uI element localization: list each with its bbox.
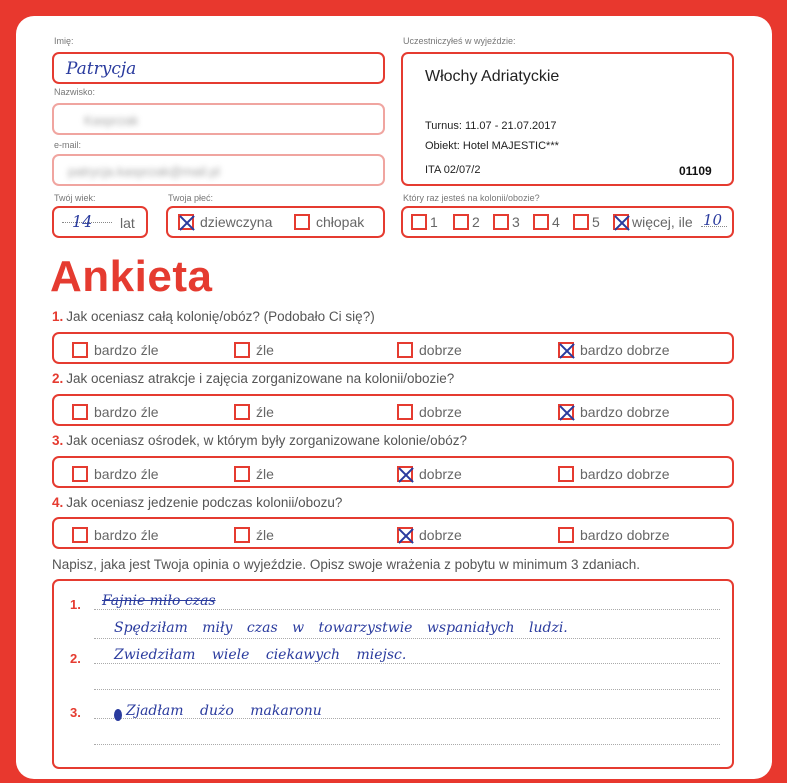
times-option-more[interactable] (613, 214, 693, 230)
trip-number: 01109 (679, 164, 712, 178)
gender-group (166, 206, 385, 238)
question-3 (52, 433, 467, 448)
gender-boy-label: chłopak (316, 214, 365, 230)
opinion-box[interactable] (52, 579, 734, 769)
question-2-text: Jak oceniasz atrakcje i zajęcia zorganizowane na kolonii/obozie? (66, 371, 455, 386)
times-2-label: 2 (472, 214, 480, 230)
times-5-label: 5 (592, 214, 600, 230)
question-2-number: 2. (52, 371, 64, 386)
opinion-line-3b (94, 744, 720, 745)
checkbox-times-5[interactable] (573, 214, 589, 230)
email-value: patrycja.kasprzak@mail.pl (68, 164, 220, 179)
gender-option-boy[interactable] (294, 214, 364, 230)
trip-destination: Włochy Adriatyckie (425, 68, 560, 85)
checkbox-times-3[interactable] (493, 214, 509, 230)
times-more-value[interactable]: 10 (703, 211, 723, 229)
email-label: e-mail: (54, 140, 82, 150)
name-label: Imię: (54, 36, 74, 46)
q2-checkbox-4[interactable] (558, 404, 574, 420)
age-value: 14 (72, 212, 93, 231)
q2-option-4-label: bardzo dobrze (580, 404, 670, 420)
q1-option-1[interactable] (72, 342, 159, 358)
q4-option-1[interactable] (72, 527, 159, 543)
question-4-text: Jak oceniasz jedzenie podczas kolonii/obozu? (66, 495, 343, 510)
q1-option-1-label: bardzo źle (94, 342, 159, 358)
question-1 (52, 309, 375, 324)
age-unit: lat (120, 215, 135, 231)
checkbox-times-4[interactable] (533, 214, 549, 230)
q4-checkbox-1[interactable] (72, 527, 88, 543)
opinion-line-3-number: 3. (70, 705, 81, 720)
times-3-label: 3 (512, 214, 520, 230)
gender-option-girl[interactable] (178, 214, 272, 230)
q1-checkbox-3[interactable] (397, 342, 413, 358)
page-title: Ankieta (50, 252, 213, 301)
opinion-line-2-number: 2. (70, 651, 81, 666)
question-3-text: Jak oceniasz ośrodek, w którym były zorganizowane kolonie/obóz? (66, 433, 467, 448)
q2-option-1-label: bardzo źle (94, 404, 159, 420)
q4-option-4[interactable] (558, 527, 670, 543)
q2-option-1[interactable] (72, 404, 159, 420)
q4-option-2-label: źle (256, 527, 274, 543)
trip-info-box (401, 52, 734, 186)
q4-option-1-label: bardzo źle (94, 527, 159, 543)
survey-sheet (16, 16, 772, 779)
times-1-label: 1 (430, 214, 438, 230)
q3-checkbox-2[interactable] (234, 466, 250, 482)
times-option-5[interactable] (573, 214, 600, 230)
q3-option-3-label: dobrze (419, 466, 462, 482)
q2-checkbox-3[interactable] (397, 404, 413, 420)
q2-option-3-label: dobrze (419, 404, 462, 420)
opinion-struck-text: Fajnie miło czas (102, 593, 216, 609)
q1-checkbox-1[interactable] (72, 342, 88, 358)
question-4 (52, 495, 342, 510)
q1-option-3-label: dobrze (419, 342, 462, 358)
opinion-line-1 (94, 609, 720, 610)
q2-option-3[interactable] (397, 404, 462, 420)
question-2-options (52, 394, 734, 426)
times-label: Który raz jesteś na kolonii/obozie? (403, 193, 540, 203)
times-option-4[interactable] (533, 214, 560, 230)
opinion-text-line-2: Zwiedziłam wiele ciekawych miejsc. (114, 647, 407, 663)
age-field[interactable] (52, 206, 148, 238)
q3-option-4-label: bardzo dobrze (580, 466, 670, 482)
times-option-3[interactable] (493, 214, 520, 230)
q4-option-3[interactable] (397, 527, 462, 543)
q2-option-2-label: źle (256, 404, 274, 420)
checkbox-times-more[interactable] (613, 214, 629, 230)
times-4-label: 4 (552, 214, 560, 230)
q2-checkbox-1[interactable] (72, 404, 88, 420)
opinion-line-1-number: 1. (70, 597, 81, 612)
q3-checkbox-1[interactable] (72, 466, 88, 482)
question-3-options (52, 456, 734, 488)
times-option-1[interactable] (411, 214, 438, 230)
q3-checkbox-3[interactable] (397, 466, 413, 482)
q2-option-4[interactable] (558, 404, 670, 420)
name-value: Patrycja (66, 59, 137, 79)
q1-option-2-label: źle (256, 342, 274, 358)
question-1-number: 1. (52, 309, 64, 324)
ink-blot-icon (114, 709, 122, 721)
opinion-line-1b (94, 638, 720, 639)
q2-checkbox-2[interactable] (234, 404, 250, 420)
q4-checkbox-2[interactable] (234, 527, 250, 543)
question-2 (52, 371, 454, 386)
q1-option-4-label: bardzo dobrze (580, 342, 670, 358)
checkbox-times-1[interactable] (411, 214, 427, 230)
times-group (401, 206, 734, 238)
q4-checkbox-4[interactable] (558, 527, 574, 543)
q3-option-2[interactable] (234, 466, 274, 482)
opinion-prompt: Napisz, jaka jest Twoja opinia o wyjeździe. Opisz swoje wrażenia z pobytu w minimum 3 zdaniach. (52, 557, 641, 572)
question-4-options (52, 517, 734, 549)
checkbox-girl[interactable] (178, 214, 194, 230)
question-4-number: 4. (52, 495, 64, 510)
q4-option-3-label: dobrze (419, 527, 462, 543)
trip-turnus: Turnus: 11.07 - 21.07.2017 (425, 120, 557, 132)
q3-option-4[interactable] (558, 466, 670, 482)
participant-label: Uczestniczyłeś w wyjeździe: (403, 36, 516, 46)
q3-option-2-label: źle (256, 466, 274, 482)
gender-girl-label: dziewczyna (200, 214, 273, 230)
q3-option-3[interactable] (397, 466, 462, 482)
checkbox-times-2[interactable] (453, 214, 469, 230)
q1-option-4[interactable] (558, 342, 670, 358)
opinion-line-2 (94, 663, 720, 664)
q4-checkbox-3[interactable] (397, 527, 413, 543)
q1-checkbox-4[interactable] (558, 342, 574, 358)
q3-option-1[interactable] (72, 466, 159, 482)
trip-code: ITA 02/07/2 (425, 164, 481, 176)
question-1-text: Jak oceniasz całą kolonię/obóz? (Podobało Ci się?) (66, 309, 375, 324)
q3-checkbox-4[interactable] (558, 466, 574, 482)
surname-value: Kasprzak (84, 113, 139, 128)
email-field[interactable] (52, 154, 385, 186)
times-more-label: więcej, ile (632, 214, 693, 230)
surname-label: Nazwisko: (54, 87, 96, 97)
q1-option-2[interactable] (234, 342, 274, 358)
times-option-2[interactable] (453, 214, 480, 230)
question-1-options (52, 332, 734, 364)
gender-label: Twoja płeć: (168, 193, 214, 203)
q3-option-1-label: bardzo źle (94, 466, 159, 482)
q1-option-3[interactable] (397, 342, 462, 358)
q2-option-2[interactable] (234, 404, 274, 420)
trip-obiekt: Obiekt: Hotel MAJESTIC*** (425, 140, 559, 152)
q4-option-4-label: bardzo dobrze (580, 527, 670, 543)
q4-option-2[interactable] (234, 527, 274, 543)
question-3-number: 3. (52, 433, 64, 448)
opinion-text-line-3: Zjadłam dużo makaronu (126, 703, 322, 719)
opinion-line-2b (94, 689, 720, 690)
name-field[interactable] (52, 52, 385, 84)
age-label: Twój wiek: (54, 193, 96, 203)
surname-field[interactable] (52, 103, 385, 135)
checkbox-boy[interactable] (294, 214, 310, 230)
q1-checkbox-2[interactable] (234, 342, 250, 358)
opinion-text-line-1: Spędziłam miły czas w towarzystwie wspaniałych ludzi. (114, 620, 568, 636)
